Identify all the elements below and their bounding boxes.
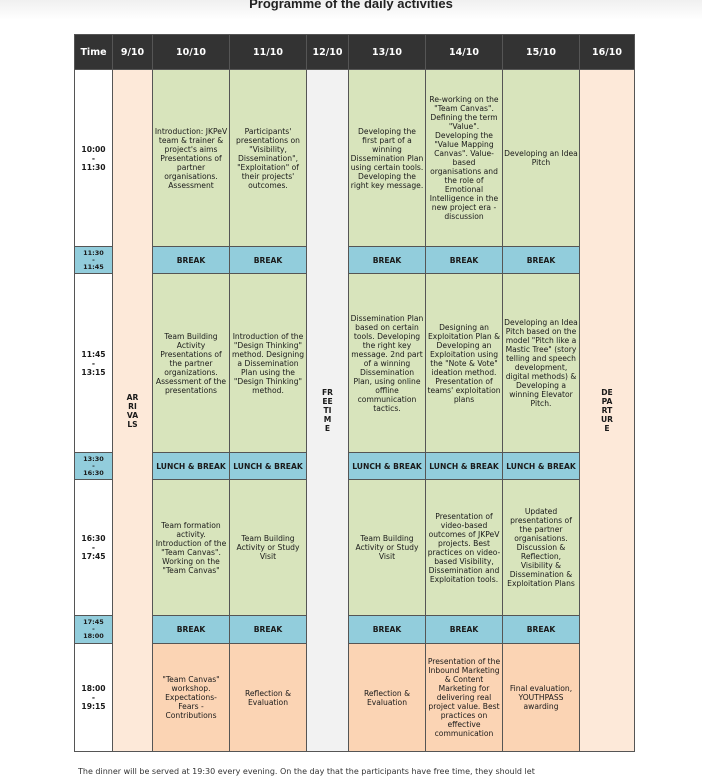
activity-10-10-slot-5: Team formation activity. Introduction of the "Team Canvas". Working on the "Team Canvas" — [153, 480, 230, 616]
arrivals-column — [113, 70, 153, 752]
header-day-12-10: 12/10 — [307, 35, 349, 70]
activity-11-10-slot-7: Reflection & Evaluation — [230, 644, 307, 752]
footer-note: The dinner will be served at 19:30 every evening. On the day that the participants have free time, they should let — [78, 767, 535, 776]
time-slot-2: 11:30 - 11:45 — [75, 247, 113, 274]
activity-14-10-slot-5: Presentation of video-based outcomes of JKPeV projects. Best practices on video-based Visibility, Dissemination and Exploitation tools. — [426, 480, 503, 616]
break-14-10-1: BREAK — [426, 247, 503, 274]
free-time-column — [307, 70, 349, 752]
departure-label: DEPARTURE — [601, 388, 614, 433]
activity-11-10-slot-5: Team Building Activity or Study Visit — [230, 480, 307, 616]
lunch-13-10: LUNCH & BREAK — [349, 453, 426, 480]
header-day-13-10: 13/10 — [349, 35, 426, 70]
activity-15-10-slot-5: Updated presentations of the partner organisations. Discussion & Reflection, Visibility & Dissemination & Exploitation Plans — [503, 480, 580, 616]
header-day-9-10: 9/10 — [113, 35, 153, 70]
header-day-14-10: 14/10 — [426, 35, 503, 70]
page-title: Programme of the daily activities — [249, 0, 453, 11]
time-slot-4: 13:30 - 16:30 — [75, 453, 113, 480]
free-time-label: FREE TIME — [321, 388, 334, 433]
break-15-10-2: BREAK — [503, 616, 580, 644]
break-13-10-2: BREAK — [349, 616, 426, 644]
activity-15-10-slot-1: Developing an Idea Pitch — [503, 70, 580, 247]
header-day-15-10: 15/10 — [503, 35, 580, 70]
activity-11-10-slot-1: Participants' presentations on "Visibility, Dissemination", "Exploitation" of their projects' outcomes. — [230, 70, 307, 247]
activity-10-10-slot-3: Team Building Activity Presentations of the partner organizations. Assessment of the presentations — [153, 274, 230, 453]
activity-13-10-slot-1: Developing the first part of a winning Dissemination Plan using certain tools. Developing the right key message. — [349, 70, 426, 247]
activity-14-10-slot-3: Designing an Exploitation Plan & Developing an Exploitation using the "Note & Vote" ideation method. Presentation of teams' exploitation plans — [426, 274, 503, 453]
activity-13-10-slot-3: Dissemination Plan based on certain tools. Developing the right key message. 2nd part of a winning Dissemination Plan, using online offline communication tactics. — [349, 274, 426, 453]
lunch-10-10: LUNCH & BREAK — [153, 453, 230, 480]
time-slot-7: 18:00 - 19:15 — [75, 644, 113, 752]
activity-15-10-slot-7: Final evaluation, YOUTHPASS awarding — [503, 644, 580, 752]
break-11-10-2: BREAK — [230, 616, 307, 644]
time-slot-5: 16:30 - 17:45 — [75, 480, 113, 616]
break-10-10-2: BREAK — [153, 616, 230, 644]
break-11-10-1: BREAK — [230, 247, 307, 274]
lunch-14-10: LUNCH & BREAK — [426, 453, 503, 480]
break-13-10-1: BREAK — [349, 247, 426, 274]
break-15-10-1: BREAK — [503, 247, 580, 274]
schedule-table — [74, 34, 635, 752]
header-day-10-10: 10/10 — [153, 35, 230, 70]
activity-11-10-slot-3: Introduction of the "Design Thinking" method. Designing a Dissemination Plan using the "Design Thinking" method. — [230, 274, 307, 453]
activity-10-10-slot-1: Introduction: JKPeV team & trainer & project's aims Presentations of partner organisations. Assessment — [153, 70, 230, 247]
arrivals-label: ARRIVALS — [126, 392, 139, 429]
time-slot-1: 10:00 - 11:30 — [75, 70, 113, 247]
header-time: Time — [75, 35, 113, 70]
break-10-10-1: BREAK — [153, 247, 230, 274]
activity-13-10-slot-5: Team Building Activity or Study Visit — [349, 480, 426, 616]
activity-10-10-slot-7: "Team Canvas" workshop. Expectations- Fears - Contributions — [153, 644, 230, 752]
time-slot-3: 11:45 - 13:15 — [75, 274, 113, 453]
lunch-11-10: LUNCH & BREAK — [230, 453, 307, 480]
activity-13-10-slot-7: Reflection & Evaluation — [349, 644, 426, 752]
time-slot-6: 17:45 - 18:00 — [75, 616, 113, 644]
activity-15-10-slot-3: Developing an Idea Pitch based on the model "Pitch like a Mastic Tree" (story telling and speech development, digital methods) & Developing a winning Elevator Pitch. — [503, 274, 580, 453]
break-14-10-2: BREAK — [426, 616, 503, 644]
lunch-15-10: LUNCH & BREAK — [503, 453, 580, 480]
activity-14-10-slot-1: Re-working on the "Team Canvas". Defining the term "Value". Developing the "Value Mapping Canvas". Value-based organisations and the role of Emotional Intelligence in the new project era - discussion — [426, 70, 503, 247]
header-day-11-10: 11/10 — [230, 35, 307, 70]
header-day-16-10: 16/10 — [580, 35, 635, 70]
departure-column — [580, 70, 635, 752]
activity-14-10-slot-7: Presentation of the Inbound Marketing & Content Marketing for delivering real project value. Best practices on effective communication — [426, 644, 503, 752]
